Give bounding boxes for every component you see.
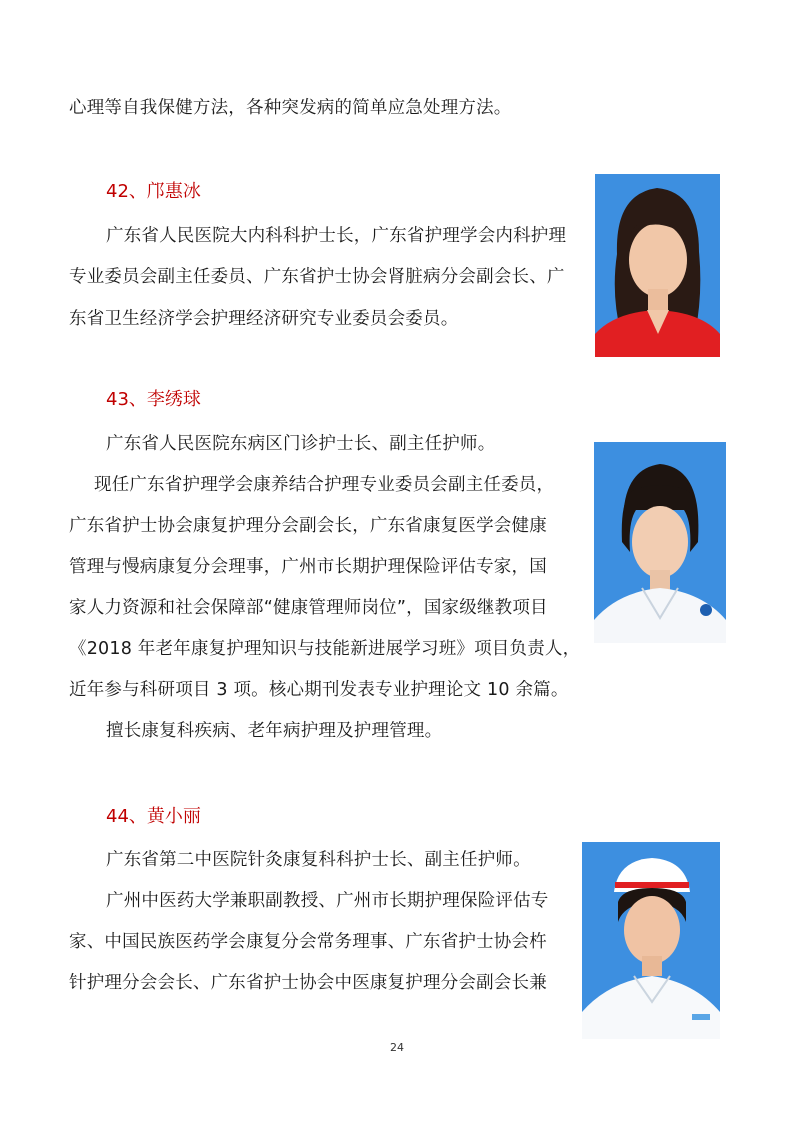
intro-line: 心理等自我保健方法，各种突发病的简单应急处理方法。 (69, 98, 512, 118)
profile-43-line-1: 广东省人民医院东病区门诊护士长、副主任护师。 (106, 434, 496, 454)
profile-43-line-7: 近年参与科研项目 3 项。核心期刊发表专业护理论文 10 余篇。 (69, 680, 569, 700)
profile-heading-42: 42、邝惠冰 (106, 181, 201, 202)
profile-heading-44: 44、黄小丽 (106, 806, 201, 827)
profile-43-line-5: 家人力资源和社会保障部“健康管理师岗位”，国家级继教项目 (69, 598, 548, 618)
profile-42-line-3: 东省卫生经济学会护理经济研究专业委员会委员。 (69, 309, 459, 329)
page-number: 24 (390, 1041, 404, 1054)
portrait-photo-43 (594, 442, 726, 643)
profile-44-line-3: 家、中国民族医药学会康复分会常务理事、广东省护士协会杵 (69, 932, 547, 952)
profile-43-line-2: 现任广东省护理学会康养结合护理专业委员会副主任委员， (94, 475, 555, 495)
profile-heading-43: 43、李绣球 (106, 389, 201, 410)
profile-43-line-8: 擅长康复科疾病、老年病护理及护理管理。 (106, 721, 443, 741)
profile-44-line-1: 广东省第二中医院针灸康复科科护士长、副主任护师。 (106, 850, 531, 870)
profile-43-line-4: 管理与慢病康复分会理事，广州市长期护理保险评估专家，国 (69, 557, 547, 577)
profile-42-line-2: 专业委员会副主任委员、广东省护士协会肾脏病分会副会长、广 (69, 267, 565, 287)
portrait-photo-44 (582, 842, 720, 1039)
profile-42-line-1: 广东省人民医院大内科科护士长，广东省护理学会内科护理 (106, 226, 567, 246)
profile-44-line-2: 广州中医药大学兼职副教授、广州市长期护理保险评估专 (106, 891, 549, 911)
profile-44-line-4: 针护理分会会长、广东省护士协会中医康复护理分会副会长兼 (69, 973, 547, 993)
portrait-photo-42 (595, 174, 720, 357)
profile-43-line-6: 《2018 年老年康复护理知识与技能新进展学习班》项目负责人， (69, 639, 581, 659)
profile-43-line-3: 广东省护士协会康复护理分会副会长，广东省康复医学会健康 (69, 516, 547, 536)
